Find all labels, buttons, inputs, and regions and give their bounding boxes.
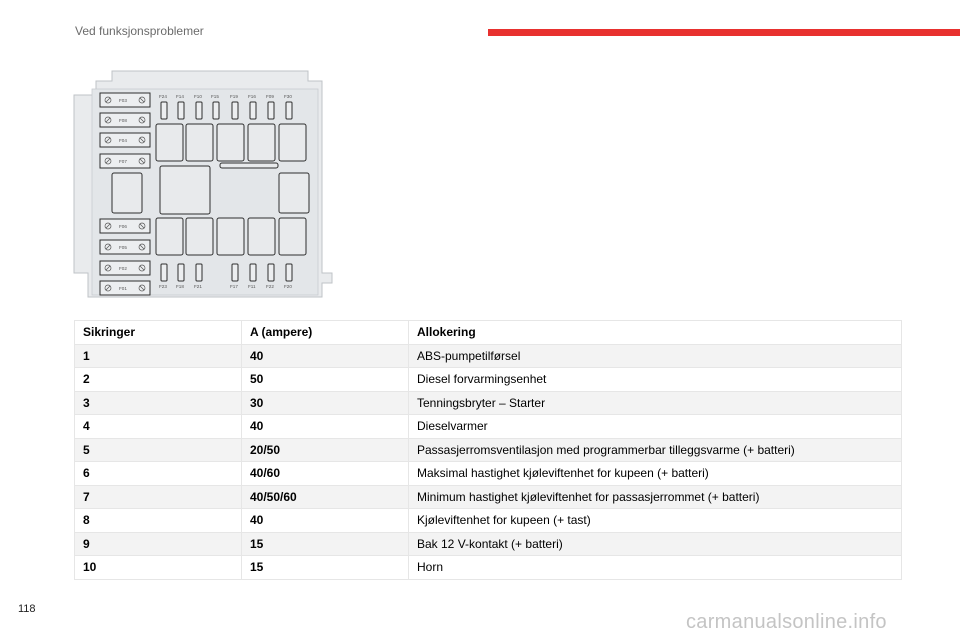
- fuse-label: F16: [248, 94, 256, 99]
- fuse-label: F10: [194, 94, 202, 99]
- fuse-slot-left: [100, 133, 150, 147]
- fuse-label: F21: [194, 284, 202, 289]
- fuse-number-cell: 8: [75, 509, 242, 533]
- table-row: [75, 438, 902, 462]
- fuse-slot-left: [100, 240, 150, 254]
- ampere-cell: 40/50/60: [242, 485, 409, 509]
- fuse-label: F06: [119, 224, 127, 229]
- relay: [156, 124, 183, 161]
- ampere-cell: 50: [242, 368, 409, 392]
- fuse-number-cell: 2: [75, 368, 242, 392]
- section-title: Ved funksjonsproblemer: [75, 24, 204, 38]
- fuse-label: F22: [266, 284, 274, 289]
- fuse-label: F20: [284, 284, 292, 289]
- relay: [279, 218, 306, 255]
- table-row: [75, 485, 902, 509]
- relay: [248, 218, 275, 255]
- fuse-table-header-row: [75, 321, 902, 345]
- allocation-cell: Horn: [409, 556, 902, 580]
- fuse-slot-left: [100, 261, 150, 275]
- fuse-label: F04: [119, 138, 127, 143]
- fuse-label: F14: [176, 94, 184, 99]
- column-header-fuse: Sikringer: [75, 321, 242, 345]
- fuse-slot-left: [100, 281, 150, 295]
- table-row: [75, 509, 902, 533]
- fuse-number-cell: 6: [75, 462, 242, 486]
- relay: [186, 124, 213, 161]
- relay: [112, 173, 142, 213]
- fuse-slot-left: [100, 113, 150, 127]
- allocation-cell: Kjøleviftenhet for kupeen (+ tast): [409, 509, 902, 533]
- fuse-slot-left: [100, 93, 150, 107]
- ampere-cell: 40/60: [242, 462, 409, 486]
- fuse-label: F01: [119, 286, 127, 291]
- ampere-cell: 15: [242, 556, 409, 580]
- fuse-label: F02: [119, 266, 127, 271]
- allocation-cell: Passasjerromsventilasjon med programmerbar tilleggsvarme (+ batteri): [409, 438, 902, 462]
- fuse-label: F03: [119, 98, 127, 103]
- page-number: 118: [18, 603, 36, 615]
- fuse-label: F07: [119, 159, 127, 164]
- ampere-cell: 20/50: [242, 438, 409, 462]
- fuse-label: F19: [230, 94, 238, 99]
- allocation-cell: Tenningsbryter – Starter: [409, 391, 902, 415]
- ampere-cell: 40: [242, 509, 409, 533]
- fuse-box-diagram: [72, 65, 334, 301]
- fuse-label: F18: [176, 284, 184, 289]
- relay: [217, 124, 244, 161]
- fuse-number-cell: 9: [75, 532, 242, 556]
- fuse-label: F05: [119, 245, 127, 250]
- relay: [279, 173, 309, 213]
- table-row: [75, 556, 902, 580]
- relay: [160, 166, 210, 214]
- allocation-cell: Minimum hastighet kjøleviftenhet for passasjerrommet (+ batteri): [409, 485, 902, 509]
- fuse-label: F15: [211, 94, 219, 99]
- table-row: [75, 532, 902, 556]
- fuse-label: F09: [266, 94, 274, 99]
- fuse-label: F17: [230, 284, 238, 289]
- fuse-number-cell: 5: [75, 438, 242, 462]
- ampere-cell: 30: [242, 391, 409, 415]
- allocation-cell: Dieselvarmer: [409, 415, 902, 439]
- table-row: [75, 368, 902, 392]
- fuse-label: F08: [119, 118, 127, 123]
- relay: [248, 124, 275, 161]
- ampere-cell: 15: [242, 532, 409, 556]
- fuse-number-cell: 1: [75, 344, 242, 368]
- fuse-slot-left: [100, 154, 150, 168]
- allocation-cell: Diesel forvarmingsenhet: [409, 368, 902, 392]
- relay: [156, 218, 183, 255]
- ampere-cell: 40: [242, 415, 409, 439]
- section-accent-bar: [488, 29, 960, 36]
- fuse-number-cell: 4: [75, 415, 242, 439]
- ampere-cell: 40: [242, 344, 409, 368]
- fuse-label: F23: [159, 284, 167, 289]
- fuse-table: [74, 320, 902, 580]
- table-row: [75, 462, 902, 486]
- fuse-label: F30: [284, 94, 292, 99]
- watermark-text: carmanualsonline.info: [686, 611, 887, 633]
- table-row: [75, 391, 902, 415]
- fuse-slot-left: [100, 219, 150, 233]
- column-header-ampere: A (ampere): [242, 321, 409, 345]
- allocation-cell: Maksimal hastighet kjøleviftenhet for kupeen (+ batteri): [409, 462, 902, 486]
- allocation-cell: Bak 12 V-kontakt (+ batteri): [409, 532, 902, 556]
- fuse-label: F11: [248, 284, 256, 289]
- column-header-allocation: Allokering: [409, 321, 902, 345]
- fuse-label: F24: [159, 94, 167, 99]
- relay: [186, 218, 213, 255]
- fuse-number-cell: 10: [75, 556, 242, 580]
- table-row: [75, 415, 902, 439]
- fuse-box-center-slot: [220, 163, 278, 168]
- relay: [217, 218, 244, 255]
- relay: [279, 124, 306, 161]
- fuse-number-cell: 7: [75, 485, 242, 509]
- fuse-number-cell: 3: [75, 391, 242, 415]
- allocation-cell: ABS-pumpetilførsel: [409, 344, 902, 368]
- table-row: [75, 344, 902, 368]
